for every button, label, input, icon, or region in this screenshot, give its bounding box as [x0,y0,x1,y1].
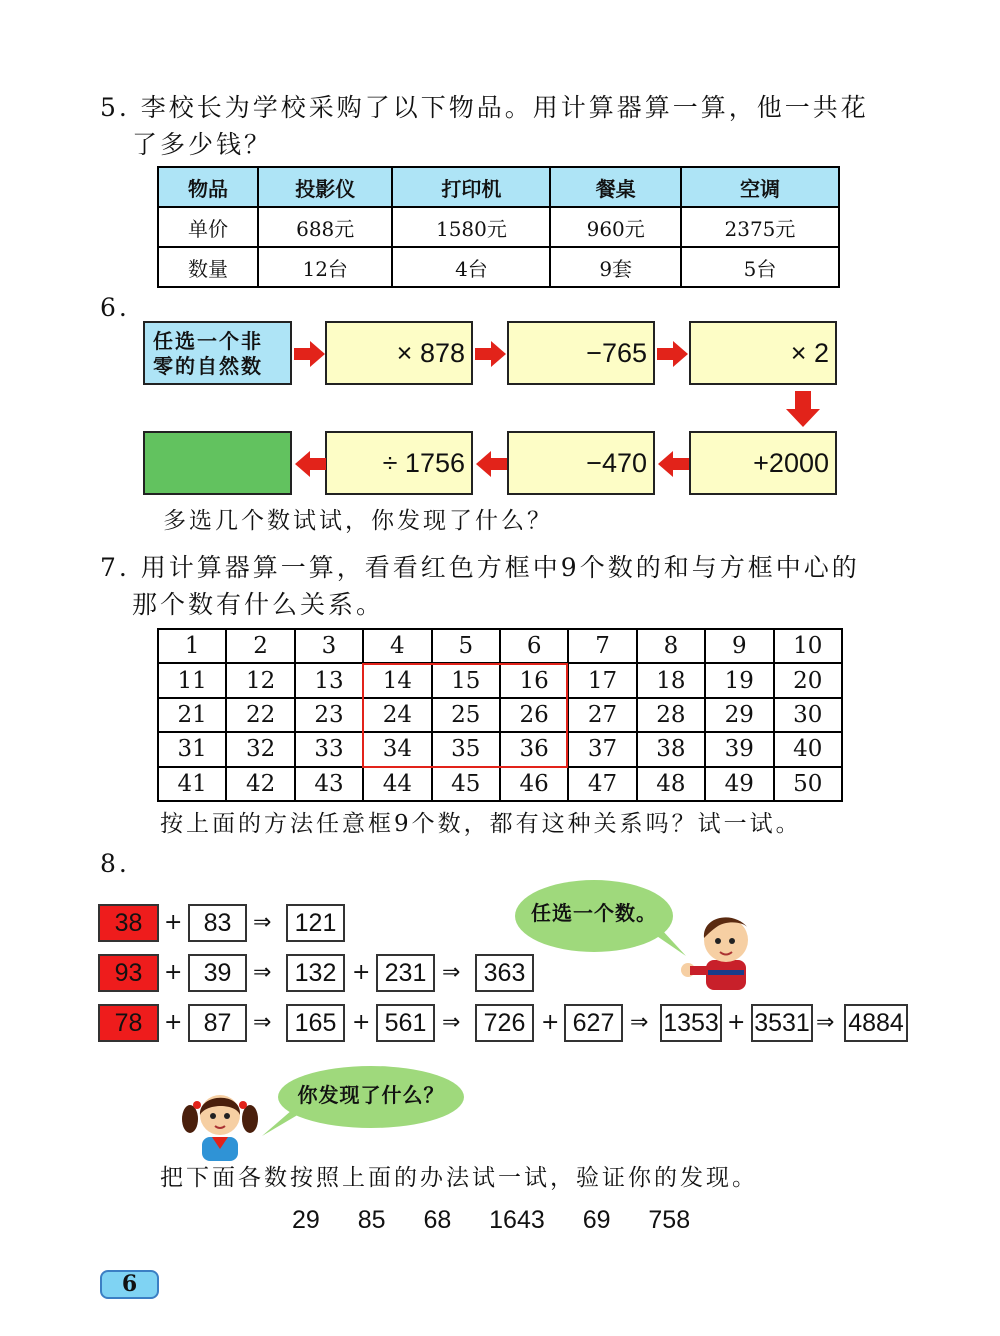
flow-step-multiply-2: × 2 [689,321,837,385]
red-number-box: 38 [98,904,159,942]
red-number-box: 78 [98,1004,159,1042]
q6-number: 6. [100,293,130,322]
flow-result-box [143,431,292,495]
table-cell: 单价 [158,207,258,247]
flow-step-divide-1756: ÷ 1756 [325,431,473,495]
table-cell: 4台 [392,247,550,287]
grid-cell: 48 [637,767,705,801]
grid-cell: 7 [568,629,636,663]
flow-step-multiply-878: × 878 [325,321,473,385]
grid-cell: 4 [363,629,431,663]
grid-cell: 6 [500,629,568,663]
arrow-left-icon [475,451,507,477]
number-box: 231 [376,954,435,992]
grid-cell: 27 [568,698,636,732]
grid-cell: 50 [774,767,842,801]
q5-price-table [157,166,840,288]
flow-step-minus-470: −470 [507,431,655,495]
flow-start-box [143,321,292,385]
verify-numbers [292,1206,690,1235]
grid-cell: 10 [774,629,842,663]
grid-cell: 20 [774,663,842,697]
grid-cell: 19 [705,663,773,697]
number-box: 83 [188,904,247,942]
verify-number: 29 [292,1206,320,1234]
number-box: 165 [286,1004,345,1042]
table-header-row [158,167,839,207]
q7-text-line1: 7. 用计算器算一算，看看红色方框中9个数的和与方框中心的 [100,553,860,582]
grid-cell: 22 [226,698,294,732]
flow-step-minus-765: −765 [507,321,655,385]
grid-cell: 39 [705,732,773,766]
table-header-cell: 投影仪 [258,167,392,207]
grid-cell: 36 [500,732,568,766]
number-box: 132 [286,954,345,992]
plus-sign: + [352,960,371,985]
implies-icon: ⇒ [816,1010,835,1035]
number-box: 363 [475,954,534,992]
plus-sign: + [352,1010,371,1035]
grid-cell: 33 [295,732,363,766]
number-box: 726 [475,1004,534,1042]
grid-cell: 30 [774,698,842,732]
implies-icon: ⇒ [442,1010,461,1035]
grid-cell: 21 [158,698,226,732]
grid-cell: 41 [158,767,226,801]
table-row [158,207,839,247]
grid-cell: 49 [705,767,773,801]
grid-cell: 44 [363,767,431,801]
table-row [158,247,839,287]
arrow-left-icon [294,451,326,477]
page-number: 6 [100,1270,159,1299]
plus-sign: + [164,1010,183,1035]
q5-text-line2: 了多少钱？ [132,130,273,159]
plus-sign: + [164,960,183,985]
implies-icon: ⇒ [253,960,272,985]
grid-cell: 5 [432,629,500,663]
q8-number: 8. [100,849,130,878]
implies-icon: ⇒ [630,1010,649,1035]
verify-number: 758 [648,1206,691,1234]
plus-sign: + [164,910,183,935]
red-number-box: 93 [98,954,159,992]
grid-cell: 8 [637,629,705,663]
grid-cell: 17 [568,663,636,697]
number-box: 4884 [844,1004,908,1042]
grid-cell: 24 [363,698,431,732]
grid-cell: 11 [158,663,226,697]
grid-cell: 18 [637,663,705,697]
grid-cell: 34 [363,732,431,766]
table-header-cell: 打印机 [392,167,550,207]
flow-step-plus-2000: +2000 [689,431,837,495]
grid-cell: 29 [705,698,773,732]
implies-icon: ⇒ [253,910,272,935]
table-cell: 1580元 [392,207,550,247]
arrow-down-icon [786,391,820,427]
implies-icon: ⇒ [253,1010,272,1035]
number-box: 39 [188,954,247,992]
grid-cell: 23 [295,698,363,732]
table-cell: 数量 [158,247,258,287]
grid-cell: 40 [774,732,842,766]
grid-cell: 2 [226,629,294,663]
plus-sign: + [727,1010,746,1035]
verify-number: 85 [357,1206,386,1234]
arrow-right-icon [657,341,689,367]
grid-cell: 37 [568,732,636,766]
grid-cell: 28 [637,698,705,732]
verify-number: 69 [582,1206,611,1234]
grid-cell: 32 [226,732,294,766]
boy-icon [678,908,758,992]
q7-text-line2: 那个数有什么关系。 [132,590,385,619]
red-selection-frame [362,663,568,768]
q6-prompt: 多选几个数试试，你发现了什么？ [163,508,553,534]
grid-cell: 9 [705,629,773,663]
grid-cell: 13 [295,663,363,697]
grid-cell: 42 [226,767,294,801]
number-box: 121 [286,904,345,942]
grid-cell: 26 [500,698,568,732]
number-box: 87 [188,1004,247,1042]
arrow-left-icon [657,451,689,477]
grid-cell: 15 [432,663,500,697]
grid-cell: 45 [432,767,500,801]
number-box: 561 [376,1004,435,1042]
table-cell: 2375元 [681,207,839,247]
grid-cell: 38 [637,732,705,766]
table-row [158,629,842,663]
grid-cell: 35 [432,732,500,766]
start-text-line1: 任选一个非 [153,329,263,353]
grid-cell: 43 [295,767,363,801]
speech-bubble-girl: 你发现了什么？ [278,1066,464,1128]
grid-cell: 46 [500,767,568,801]
q7-prompt: 按上面的方法任意框9个数，都有这种关系吗？试一试。 [160,811,802,837]
grid-cell: 25 [432,698,500,732]
plus-sign: + [541,1010,560,1035]
verify-number: 1643 [489,1206,545,1234]
grid-cell: 16 [500,663,568,697]
number-box: 1353 [660,1004,722,1042]
verify-number: 68 [423,1206,452,1234]
table-cell: 9套 [550,247,680,287]
girl-icon [180,1085,260,1161]
implies-icon: ⇒ [442,960,461,985]
q5-text-line1: 5. 李校长为学校采购了以下物品。用计算器算一算，他一共花 [100,93,869,122]
start-text-line2: 零的自然数 [153,354,263,378]
arrow-right-icon [475,341,507,367]
q8-instruction: 把下面各数按照上面的办法试一试，验证你的发现。 [160,1165,758,1191]
speech-bubble-boy: 任选一个数。 [515,880,673,952]
grid-cell: 47 [568,767,636,801]
table-header-cell: 空调 [681,167,839,207]
table-header-cell: 餐桌 [550,167,680,207]
table-row [158,767,842,801]
table-cell: 5台 [681,247,839,287]
grid-cell: 3 [295,629,363,663]
arrow-right-icon [294,341,326,367]
grid-cell: 12 [226,663,294,697]
grid-cell: 31 [158,732,226,766]
table-header-cell: 物品 [158,167,258,207]
number-box: 627 [564,1004,623,1042]
number-box: 3531 [751,1004,813,1042]
grid-cell: 1 [158,629,226,663]
table-cell: 688元 [258,207,392,247]
grid-cell: 14 [363,663,431,697]
table-cell: 960元 [550,207,680,247]
table-cell: 12台 [258,247,392,287]
